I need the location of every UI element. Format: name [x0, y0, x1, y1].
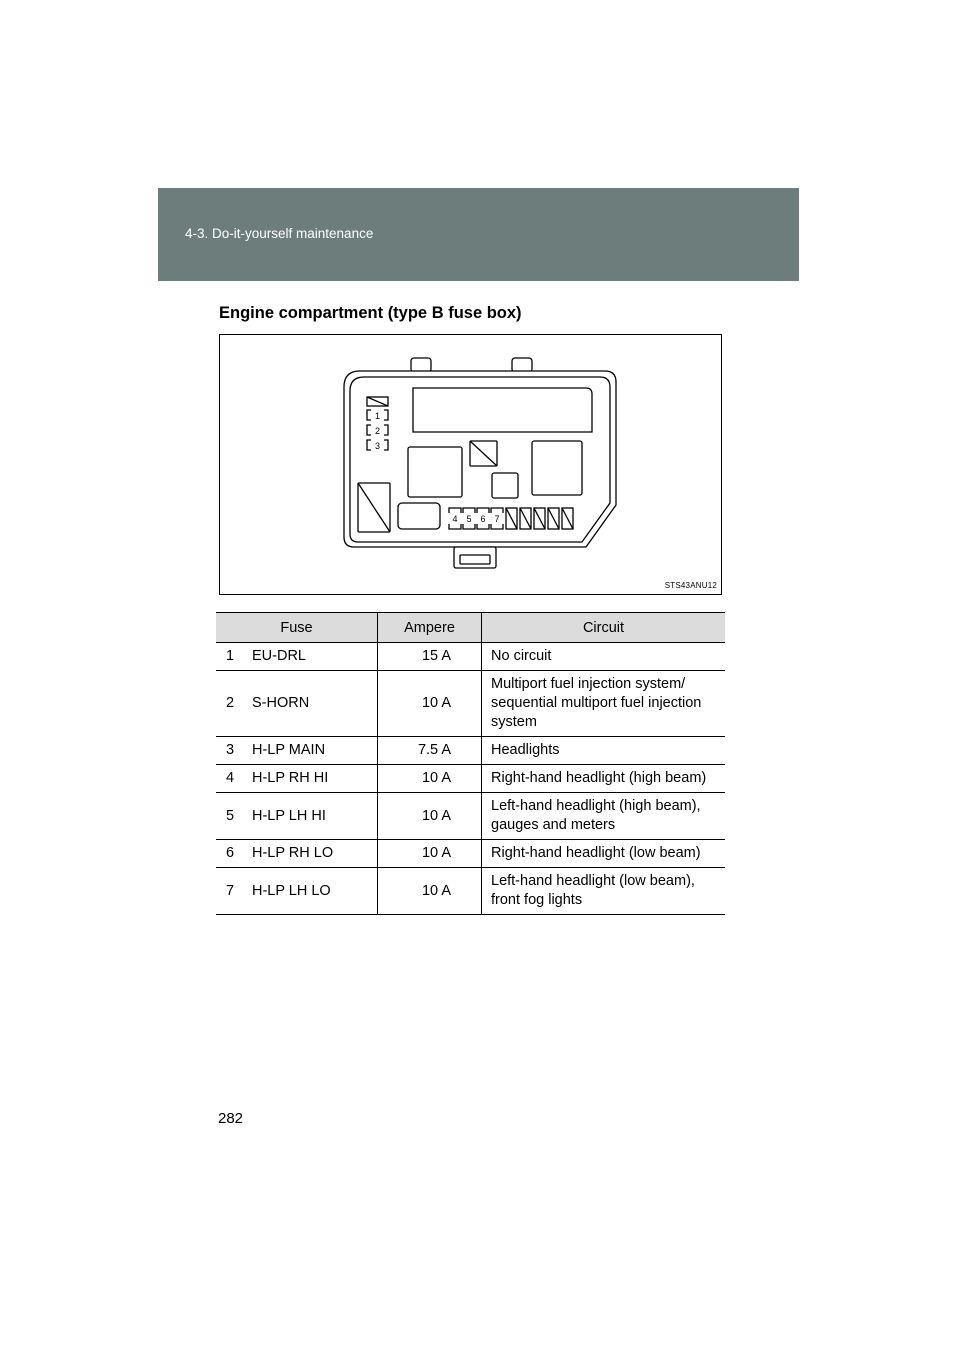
top-tab-right [512, 358, 532, 372]
fuse-number: 4 [216, 765, 244, 793]
fuse-circuit: Right-hand headlight (high beam) [482, 765, 726, 793]
fuse-number: 5 [216, 793, 244, 840]
fuse-ampere: 15 A [378, 643, 482, 671]
fuse-4-label: 4 [452, 514, 458, 524]
fuse-ampere: 10 A [378, 868, 482, 915]
section-header-band [158, 188, 799, 281]
fuse-name: H-LP MAIN [244, 737, 378, 765]
fuse-table [216, 612, 725, 915]
fuse-ampere: 10 A [378, 671, 482, 737]
fuse-number: 2 [216, 671, 244, 737]
header-circuit: Circuit [482, 613, 726, 643]
fuse-circuit: Headlights [482, 737, 726, 765]
fuse-ampere: 7.5 A [378, 737, 482, 765]
top-tab-left [411, 358, 431, 372]
page-number: 282 [218, 1110, 244, 1127]
fuse-box-figure [219, 334, 722, 595]
table-row [216, 643, 725, 671]
fuse-2-label: 2 [374, 426, 381, 436]
fuse-number: 7 [216, 868, 244, 915]
fuse-number: 6 [216, 840, 244, 868]
fuse-ampere: 10 A [378, 840, 482, 868]
section-label: 4-3. Do-it-yourself maintenance [185, 226, 374, 241]
table-row [216, 671, 725, 737]
header-fuse: Fuse [216, 613, 378, 643]
fuse-number: 3 [216, 737, 244, 765]
fuse-1-label: 1 [374, 411, 381, 421]
fuse-6-label: 6 [480, 514, 486, 524]
header-ampere: Ampere [378, 613, 482, 643]
table-row [216, 737, 725, 765]
fuse-circuit: Multiport fuel injection system/ sequential multiport fuel injection system [482, 671, 726, 737]
section-heading: Engine compartment (type B fuse box) [219, 304, 522, 322]
table-row [216, 793, 725, 840]
table-row [216, 765, 725, 793]
fuse-box-diagram [220, 335, 723, 596]
fuse-name: EU-DRL [244, 643, 378, 671]
fuse-name: H-LP LH HI [244, 793, 378, 840]
figure-code: STS43ANU12 [664, 581, 717, 590]
fuse-name: H-LP RH HI [244, 765, 378, 793]
fuse-name: S-HORN [244, 671, 378, 737]
fuse-name: H-LP LH LO [244, 868, 378, 915]
fuse-ampere: 10 A [378, 793, 482, 840]
fuse-circuit: Left-hand headlight (low beam), front fog lights [482, 868, 726, 915]
table-header-row [216, 613, 725, 643]
fuse-number: 1 [216, 643, 244, 671]
fuse-7-label: 7 [494, 514, 500, 524]
table-row [216, 840, 725, 868]
fuse-circuit: Left-hand headlight (high beam), gauges and meters [482, 793, 726, 840]
fuse-name: H-LP RH LO [244, 840, 378, 868]
fuse-5-label: 5 [466, 514, 472, 524]
fuse-circuit: Right-hand headlight (low beam) [482, 840, 726, 868]
fuse-circuit: No circuit [482, 643, 726, 671]
fuse-3-label: 3 [374, 441, 381, 451]
table-row [216, 868, 725, 915]
fuse-ampere: 10 A [378, 765, 482, 793]
